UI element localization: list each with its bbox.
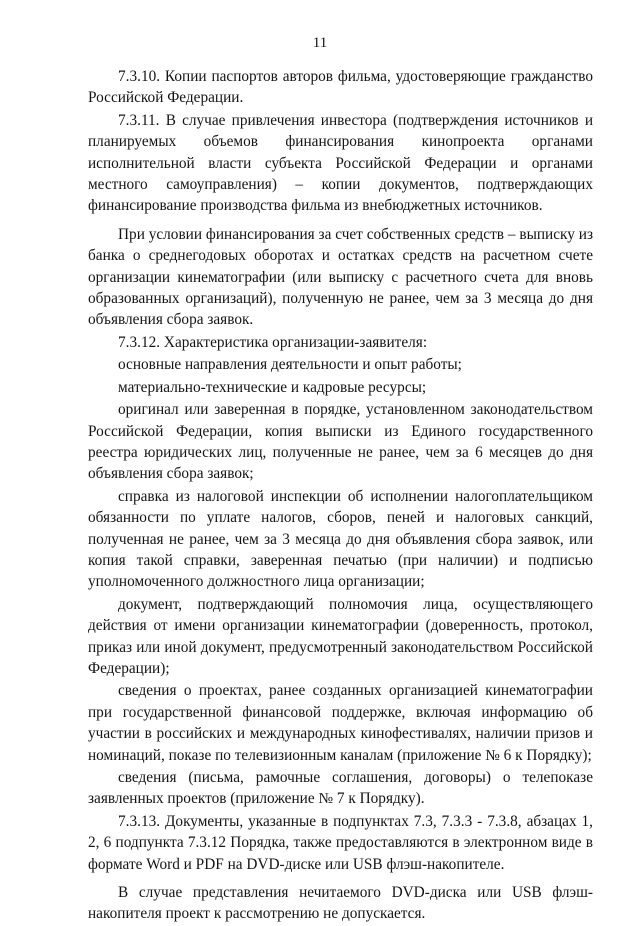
list-item-tv-agreements: сведения (письма, рамочные соглашения, договоры) о телепоказе заявленных проектов (приложение № 7 к Порядку).	[88, 769, 593, 808]
paragraph-7-3-13: 7.3.13. Документы, указанные в подпунктах 7.3, 7.3.3 - 7.3.8, абзацах 1, 2, 6 подпункта 7.3.12 Порядка, также предоставляются в электронном виде в формате Word и PDF на DVD-диске или USB флэш-накопителе.	[88, 812, 593, 873]
page-number: 11	[312, 35, 328, 51]
paragraph-7-3-12: 7.3.12. Характеристика организации-заявителя:	[118, 333, 428, 351]
paragraph-7-3-10: 7.3.10. Копии паспортов авторов фильма, удостоверяющие гражданство Российской Федерации.	[88, 68, 593, 107]
paragraph-own-funds: При условии финансирования за счет собственных средств – выписку из банка о среднегодовых оборотах и остатках средств на расчетном счете организации кинематографии (или выписку с расчетного счета для вновь образованных организаций), полученную не ранее, чем за 3 месяца до дня объявления сбора заявок.	[88, 225, 593, 329]
paragraph-7-3-11: 7.3.11. В случае привлечения инвестора (подтверждения источников и планируемых объемов финансирования кинопроекта органами исполнительной власти субъекта Российской Федерации и органами местного самоуправления) – копии документов, подтверждающих финансирование производства фильма из внебюджетных источников.	[88, 111, 593, 215]
list-item-registry-extract: оригинал или заверенная в порядке, установленном законодательством Российской Федерации, копия выписки из Единого государственного реестра юридических лиц, полученные не ранее, чем за 6 месяцев до дня объявления сбора заявок;	[88, 401, 593, 483]
paragraph-unreadable-media: В случае представления нечитаемого DVD-диска или USB флэш-накопителя проект к рассмотрению не допускается.	[88, 884, 593, 923]
list-item-resources: материально-технические и кадровые ресурсы;	[118, 378, 427, 396]
list-item-previous-projects: сведения о проектах, ранее созданных организацией кинематографии при государственной финансовой поддержке, включая информацию об участии в российских и международных кинофестивалях, наличии призов и номинаций, показе по телевизионным каналам (приложение № 6 к Порядку);	[88, 682, 593, 764]
document-body	[88, 66, 593, 926]
list-item-activity: основные направления деятельности и опыт работы;	[118, 356, 462, 374]
list-item-tax-certificate: справка из налоговой инспекции об исполнении налогоплательщиком обязанности по уплате налогов, сборов, пеней и налоговых санкций, полученная не ранее, чем за 3 месяца до дня объявления сбора заявок, или копия такой справки, заверенная печатью (при наличии) и подписью уполномоченного должностного лица организации;	[88, 487, 593, 591]
list-item-authority-document: документ, подтверждающий полномочия лица, осуществляющего действия от имени организации кинематографии (доверенность, протокол, приказ или иной документ, предусмотренный законодательством Российской Федерации);	[88, 595, 593, 677]
